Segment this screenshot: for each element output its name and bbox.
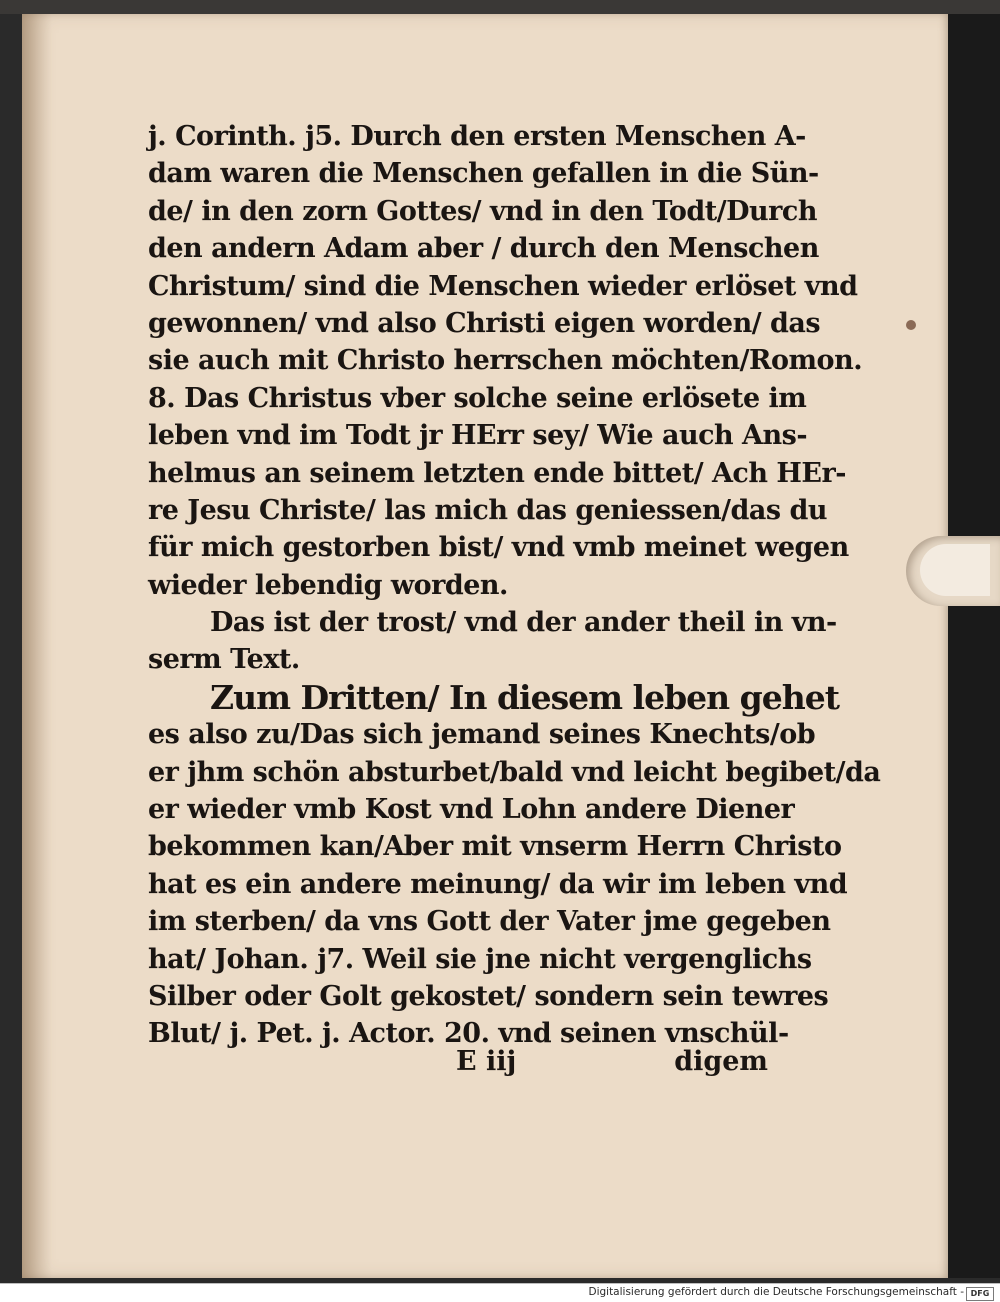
text-line: Blut/ j. Pet. j. Actor. 20. vnd seinen vnschül- xyxy=(148,1018,789,1050)
text-line: bekommen kan/Aber mit vnserm Herrn Christo xyxy=(148,831,842,863)
catchword: digem xyxy=(674,1046,768,1077)
page-text-block xyxy=(148,118,881,1053)
text-line: Silber oder Golt gekostet/ sondern sein tewres xyxy=(148,980,829,1012)
text-line: hat es ein andere meinung/ da wir im leben vnd xyxy=(148,868,848,900)
text-line: es also zu/Das sich jemand seines Knechts/ob xyxy=(148,719,816,751)
text-line: helmus an seinem letzten ende bittet/ Ach HEr- xyxy=(148,457,846,489)
text-line: für mich gestorben bist/ vnd vmb meinet wegen xyxy=(148,532,849,564)
dfg-logo-icon: DFG xyxy=(966,1287,994,1301)
section-heading-line: Zum Dritten/ In diesem leben gehet xyxy=(210,677,839,717)
text-line: de/ in den zorn Gottes/ vnd in den Todt/Durch xyxy=(148,195,817,227)
text-line: sie auch mit Christo herrschen möchten/Romon. xyxy=(148,345,863,377)
signature-mark: E iij xyxy=(456,1046,517,1077)
text-line: den andern Adam aber / durch den Menschen xyxy=(148,233,819,265)
page-footer xyxy=(148,1046,774,1086)
text-line: er wieder vmb Kost vnd Lohn andere Diener xyxy=(148,794,795,826)
top-scan-edge xyxy=(0,0,1000,14)
text-line: hat/ Johan. j7. Weil sie jne nicht vergenglichs xyxy=(148,943,812,975)
text-line: j. Corinth. j5. Durch den ersten Menschen A- xyxy=(148,121,806,152)
text-line: Christum/ sind die Menschen wieder erlöset vnd xyxy=(148,270,858,302)
page-tab-highlight xyxy=(920,544,990,596)
text-line-indented: Das ist der trost/ vnd der ander theil in vn- xyxy=(210,607,837,639)
text-line: im sterben/ da vns Gott der Vater jme gegeben xyxy=(148,906,831,938)
text-line: dam waren die Menschen gefallen in die Sün- xyxy=(148,158,819,190)
text-line: leben vnd im Todt jr HErr sey/ Wie auch Ans- xyxy=(148,420,808,452)
text-line: wieder lebendig worden. xyxy=(148,569,508,601)
text-line: re Jesu Christe/ las mich das geniessen/das du xyxy=(148,494,827,526)
text-line: 8. Das Christus vber solche seine erlösete im xyxy=(148,382,807,414)
funding-credit-text: Digitalisierung gefördert durch die Deutsche Forschungsgemeinschaft - xyxy=(588,1286,964,1298)
text-line: gewonnen/ vnd also Christi eigen worden/ das xyxy=(148,307,821,339)
paper-stain xyxy=(906,320,916,330)
page-gutter-shadow xyxy=(22,14,52,1278)
book-edge-dark xyxy=(948,14,1000,1278)
text-line: er jhm schön absturbet/bald vnd leicht begibet/da xyxy=(148,756,881,788)
text-line: serm Text. xyxy=(148,644,300,676)
viewer-status-bar xyxy=(0,1283,1000,1302)
